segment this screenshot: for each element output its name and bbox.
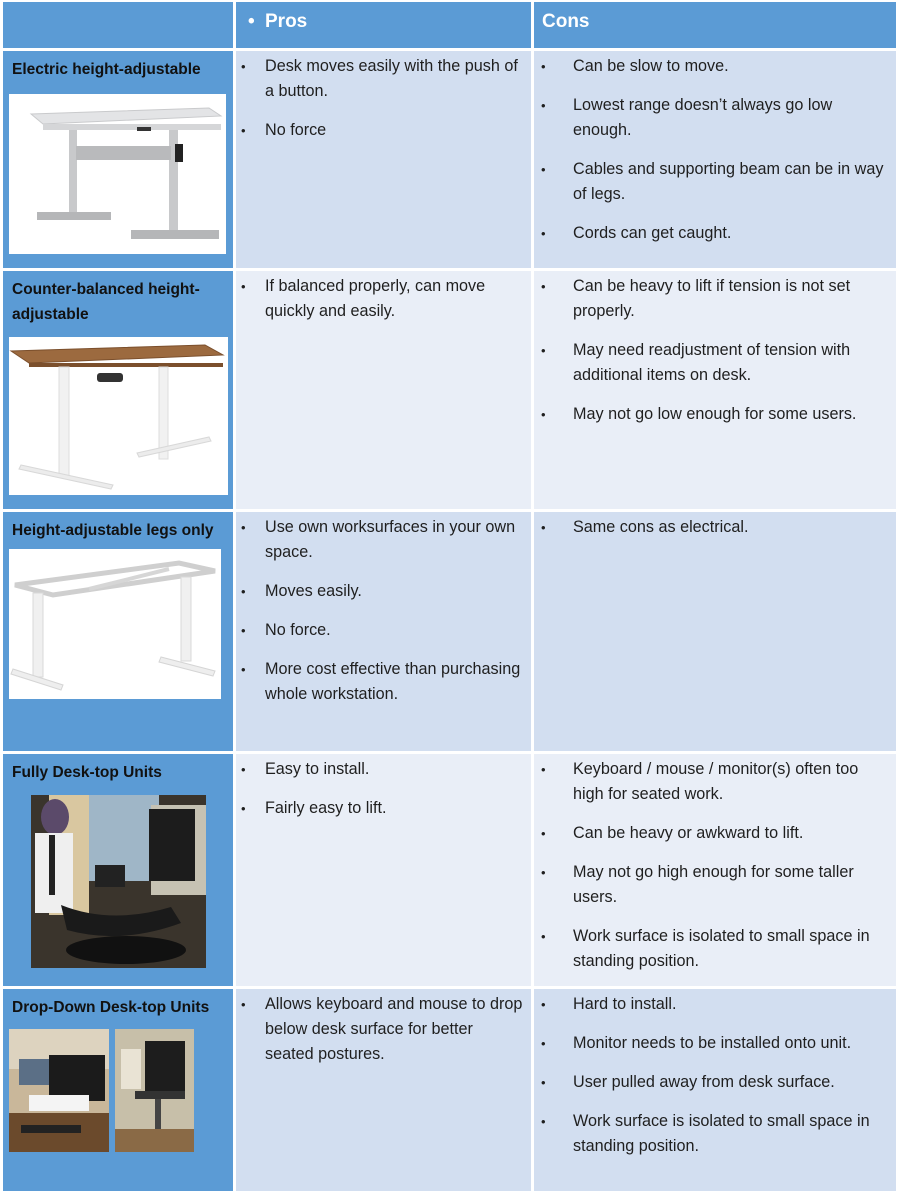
- cons-item: [541, 93, 891, 143]
- cons-text: Cords can get caught.: [573, 224, 732, 242]
- bullet-icon: •: [541, 762, 546, 777]
- cons-item: [541, 1031, 891, 1056]
- bullet-icon: •: [541, 1036, 546, 1051]
- pros-text: Easy to install.: [265, 760, 370, 778]
- bullet-icon: •: [241, 59, 246, 74]
- row-title: Counter-balanced height-adjustable: [12, 281, 200, 323]
- bullet-icon: •: [541, 226, 546, 241]
- cons-item: [541, 757, 891, 807]
- electric-desk-image: [9, 94, 226, 254]
- cons-text: Work surface is isolated to small space in standing position.: [573, 1112, 870, 1155]
- cons-item: [541, 821, 891, 846]
- bullet-icon: •: [541, 826, 546, 841]
- counter-balanced-desk-image: [9, 337, 228, 495]
- pros-list: [241, 757, 523, 835]
- bullet-icon: •: [541, 929, 546, 944]
- dropdown-unit-photo-right: [115, 1029, 194, 1152]
- pros-header-bullet: •: [248, 11, 255, 32]
- cons-item: [541, 274, 891, 324]
- cons-text: Same cons as electrical.: [573, 518, 749, 536]
- row-title: Electric height-adjustable: [12, 61, 201, 78]
- row-cons-cell: [534, 51, 896, 268]
- pros-text: Fairly easy to lift.: [265, 799, 387, 817]
- row-pros-cell: [236, 754, 531, 986]
- cons-list: [541, 515, 891, 554]
- cons-text: Keyboard / mouse / monitor(s) often too high for seated work.: [573, 760, 859, 803]
- pros-text: No force.: [265, 621, 331, 639]
- bullet-icon: •: [541, 997, 546, 1012]
- bullet-icon: •: [541, 279, 546, 294]
- row-cons-cell: [534, 989, 896, 1191]
- pros-item: [241, 992, 523, 1067]
- row-pros-cell: [236, 51, 531, 268]
- cons-item: [541, 338, 891, 388]
- dropdown-unit-photo-left: [9, 1029, 109, 1152]
- pros-text: Allows keyboard and mouse to drop below desk surface for better seated postures.: [265, 995, 523, 1063]
- cons-text: Can be heavy to lift if tension is not set properly.: [573, 277, 851, 320]
- header-cons-cell: [534, 2, 896, 48]
- row-title: Drop-Down Desk-top Units: [12, 999, 210, 1016]
- cons-item: [541, 1109, 891, 1159]
- row-title: Fully Desk-top Units: [12, 764, 162, 781]
- pros-text: Desk moves easily with the push of a button.: [265, 57, 518, 100]
- cons-item: [541, 924, 891, 974]
- bullet-icon: •: [241, 279, 246, 294]
- cons-list: [541, 992, 891, 1173]
- desktop-unit-photo: [31, 795, 206, 968]
- pros-list: [241, 515, 523, 721]
- row-cons-cell: [534, 271, 896, 509]
- cons-list: [541, 757, 891, 986]
- bullet-icon: •: [541, 865, 546, 880]
- bullet-icon: •: [541, 343, 546, 358]
- cons-item: [541, 221, 891, 246]
- cons-text: User pulled away from desk surface.: [573, 1073, 835, 1091]
- pros-header: Pros: [265, 11, 308, 32]
- bullet-icon: •: [241, 123, 246, 138]
- pros-text: If balanced properly, can move quickly and easily.: [265, 277, 486, 320]
- bullet-icon: •: [241, 801, 246, 816]
- bullet-icon: •: [241, 623, 246, 638]
- row-name-cell: [3, 754, 233, 986]
- pros-item: [241, 54, 523, 104]
- bullet-icon: •: [241, 762, 246, 777]
- pros-text: No force: [265, 121, 327, 139]
- header-corner-cell: [3, 2, 233, 48]
- cons-text: May not go low enough for some users.: [573, 405, 857, 423]
- cons-text: May not go high enough for some taller users.: [573, 863, 854, 906]
- bullet-icon: •: [541, 520, 546, 535]
- cons-text: Monitor needs to be installed onto unit.: [573, 1034, 852, 1052]
- cons-item: [541, 860, 891, 910]
- header-pros-cell: [236, 2, 531, 48]
- pros-text: Moves easily.: [265, 582, 362, 600]
- pros-list: [241, 992, 523, 1081]
- row-cons-cell: [534, 512, 896, 751]
- row-name-cell: [3, 271, 233, 509]
- pros-item: [241, 618, 523, 643]
- bullet-icon: •: [241, 520, 246, 535]
- cons-item: [541, 1070, 891, 1095]
- row-name-cell: [3, 512, 233, 751]
- pros-item: [241, 118, 523, 143]
- pros-item: [241, 274, 523, 324]
- row-title: Height-adjustable legs only: [12, 522, 214, 539]
- cons-text: Can be heavy or awkward to lift.: [573, 824, 804, 842]
- cons-item: [541, 402, 891, 427]
- pros-item: [241, 796, 523, 821]
- bullet-icon: •: [241, 997, 246, 1012]
- cons-item: [541, 54, 891, 79]
- cons-text: Can be slow to move.: [573, 57, 729, 75]
- cons-text: Lowest range doesn’t always go low enough.: [573, 96, 833, 139]
- cons-item: [541, 992, 891, 1017]
- row-name-cell: [3, 51, 233, 268]
- bullet-icon: •: [541, 407, 546, 422]
- cons-item: [541, 515, 891, 540]
- row-pros-cell: [236, 512, 531, 751]
- pros-list: [241, 274, 523, 338]
- row-pros-cell: [236, 989, 531, 1191]
- pros-item: [241, 515, 523, 565]
- bullet-icon: •: [541, 162, 546, 177]
- cons-text: Work surface is isolated to small space in standing position.: [573, 927, 870, 970]
- bullet-icon: •: [541, 1114, 546, 1129]
- cons-text: May need readjustment of tension with additional items on desk.: [573, 341, 851, 384]
- bullet-icon: •: [541, 1075, 546, 1090]
- row-name-cell: [3, 989, 233, 1191]
- cons-header: Cons: [542, 11, 590, 32]
- pros-list: [241, 54, 523, 157]
- cons-text: Hard to install.: [573, 995, 677, 1013]
- bullet-icon: •: [241, 662, 246, 677]
- cons-list: [541, 54, 891, 260]
- pros-text: More cost effective than purchasing whole workstation.: [265, 660, 521, 703]
- bullet-icon: •: [541, 98, 546, 113]
- cons-text: Cables and supporting beam can be in way of legs.: [573, 160, 884, 203]
- legs-only-image: [9, 549, 221, 699]
- row-cons-cell: [534, 754, 896, 986]
- cons-list: [541, 274, 891, 441]
- bullet-icon: •: [241, 584, 246, 599]
- pros-text: Use own worksurfaces in your own space.: [265, 518, 516, 561]
- pros-item: [241, 657, 523, 707]
- row-pros-cell: [236, 271, 531, 509]
- pros-item: [241, 579, 523, 604]
- cons-item: [541, 157, 891, 207]
- bullet-icon: •: [541, 59, 546, 74]
- pros-item: [241, 757, 523, 782]
